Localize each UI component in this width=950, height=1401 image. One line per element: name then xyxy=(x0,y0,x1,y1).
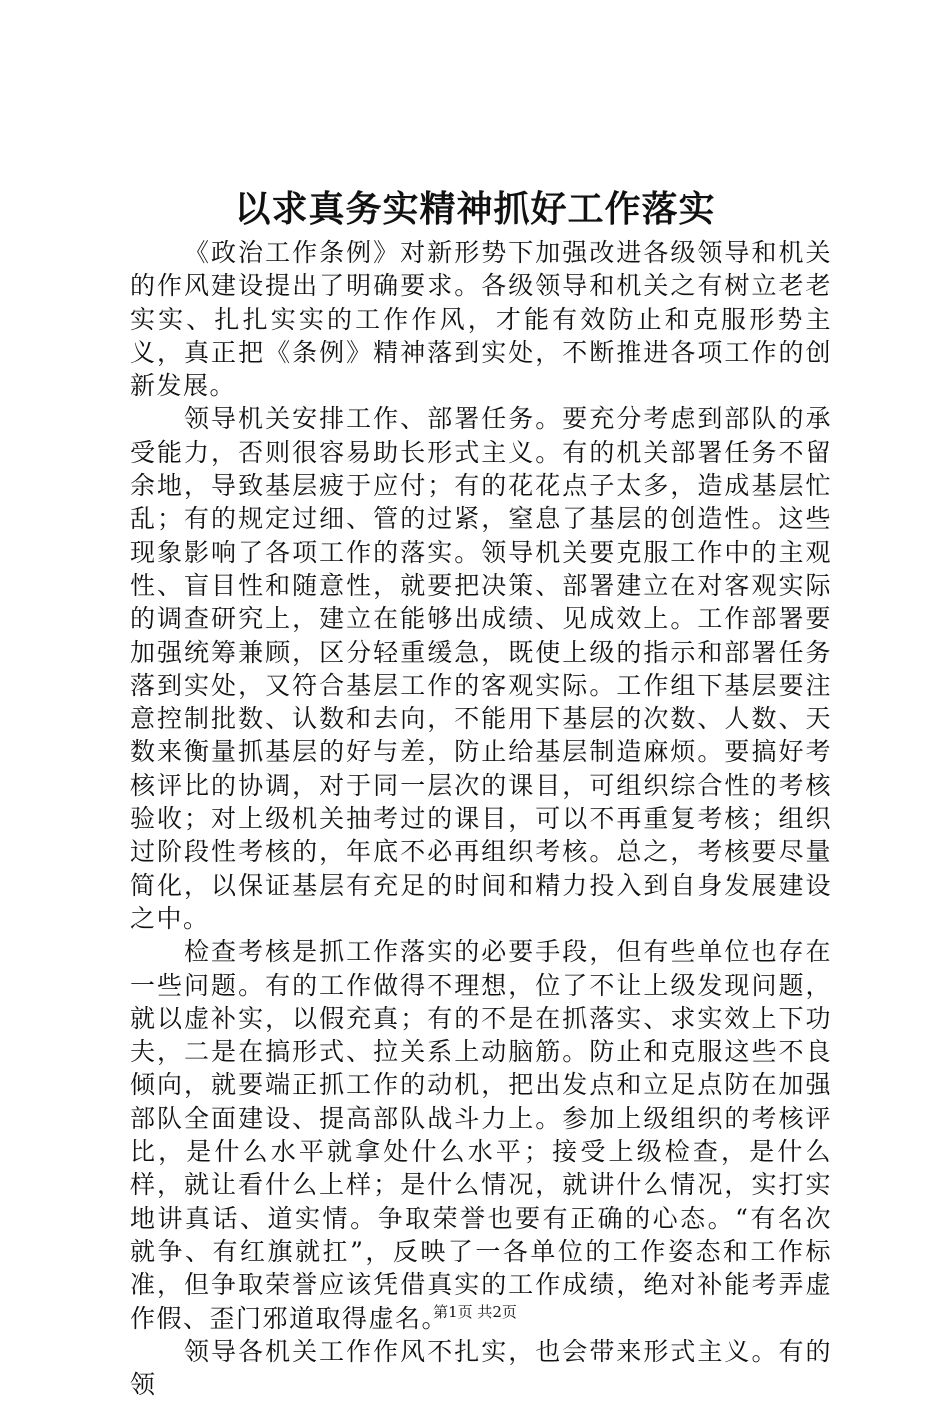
document-title: 以求真务实精神抓好工作落实 xyxy=(234,188,716,230)
paragraph-4: 领导各机关工作作风不扎实，也会带来形式主义。有的领 xyxy=(130,1336,832,1400)
paragraph-1: 《政治工作条例》对新形势下加强改进各级领导和机关的作风建设提出了明确要求。各级领导和机关之有树立老老实实、扎扎实实的工作作风，才能有效防止和克服形势主义，真正把《条例》精神落到实处，不断推进各项工作的创新发展。 xyxy=(130,238,832,401)
page-footer: 第1页 共2页 xyxy=(433,1303,517,1321)
document-body xyxy=(130,236,832,1401)
paragraph-2: 领导机关安排工作、部署任务。要充分考虑到部队的承受能力，否则很容易助长形式主义。有的机关部署任务不留余地，导致基层疲于应付；有的花花点子太多，造成基层忙乱；有的规定过细、管的过紧，窒息了基层的创造性。这些现象影响了各项工作的落实。领导机关要克服工作中的主观性、盲目性和随意性，就要把决策、部署建立在对客观实际的调查研究上，建立在能够出成绩、见成效上。工作部署要加强统筹兼顾，区分轻重缓急，既使上级的指示和部署任务落到实处，又符合基层工作的客观实际。工作组下基层要注意控制批数、认数和去向，不能用下基层的次数、人数、天数来衡量抓基层的好与差，防止给基层制造麻烦。要搞好考核评比的协调，对于同一层次的课目，可组织综合性的考核验收；对上级机关抽考过的课目，可以不再重复考核；组织过阶段性考核的，年底不必再组织考核。总之，考核要尽量简化，以保证基层有充足的时间和精力投入到自身发展建设之中。 xyxy=(130,404,832,933)
paragraph-3: 检查考核是抓工作落实的必要手段，但有些单位也存在一些问题。有的工作做得不理想，位了不让上级发现问题，就以虚补实，以假充真；有的不是在抓落实、求实效上下功夫，二是在搞形式、拉关系上动脑筋。防止和克服这些不良倾向，就要端正抓工作的动机，把出发点和立足点防在加强部队全面建设、提高部队战斗力上。参加上级组织的考核评比，是什么水平就拿处什么水平；接受上级检查，是什么样，就让看什么上样；是什么情况，就讲什么情况，实打实地讲真话、道实情。争取荣誉也要有正确的心态。“有名次就争、有红旗就扛”，反映了一各单位的工作姿态和工作标准，但争取荣誉应该凭借真实的工作成绩，绝对补能考弄虚作假、歪门邪道取得虚名。 xyxy=(130,937,832,1333)
